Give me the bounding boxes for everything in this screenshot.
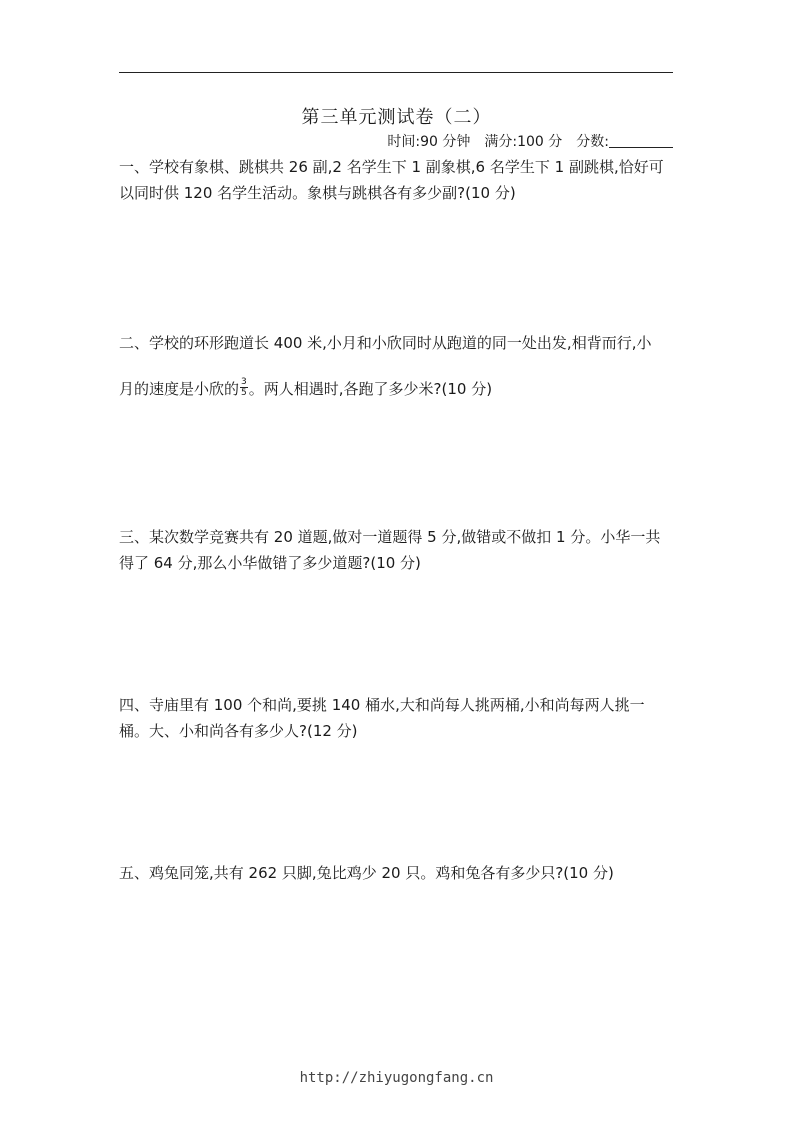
question-2-line2: [119, 376, 674, 402]
question-5: 五、鸡兔同笼,共有 262 只脚,兔比鸡少 20 只。鸡和兔各有多少只?(10 分): [119, 864, 614, 882]
fraction-denominator: 5: [241, 388, 247, 398]
question-2-line1: 二、学校的环形跑道长 400 米,小月和小欣同时从跑道的同一处出发,相背而行,小: [119, 334, 652, 352]
fraction: [240, 377, 248, 398]
header-rule: [119, 72, 673, 73]
footer-url[interactable]: http://zhiyugongfang.cn: [299, 1070, 494, 1086]
question-3: 三、某次数学竞赛共有 20 道题,做对一道题得 5 分,做错或不做扣 1 分。小华一共得了 64 分,那么小华做错了多少道题?(10 分): [119, 528, 661, 572]
question-2-line2-start: 月的速度是小欣的: [119, 380, 240, 398]
page-title: 第三单元测试卷（二）: [301, 107, 492, 128]
exam-meta: [387, 131, 673, 151]
fraction-numerator: 3: [241, 377, 247, 387]
question-4: 四、寺庙里有 100 个和尚,要挑 140 桶水,大和尚每人挑两桶,小和尚每两人挑一桶。大、小和尚各有多少人?(12 分): [119, 696, 645, 740]
question-2: [119, 330, 674, 402]
score-label: 分数:: [576, 134, 609, 150]
question-2-line2-end: 。两人相遇时,各跑了多少米?(10 分): [248, 380, 493, 398]
time-label: 时间:90 分钟: [387, 134, 471, 150]
score-blank[interactable]: [609, 133, 673, 148]
question-1: 一、学校有象棋、跳棋共 26 副,2 名学生下 1 副象棋,6 名学生下 1 副跳棋,恰好可以同时供 120 名学生活动。象棋与跳棋各有多少副?(10 分): [119, 158, 664, 202]
full-score-label: 满分:100 分: [484, 134, 563, 150]
